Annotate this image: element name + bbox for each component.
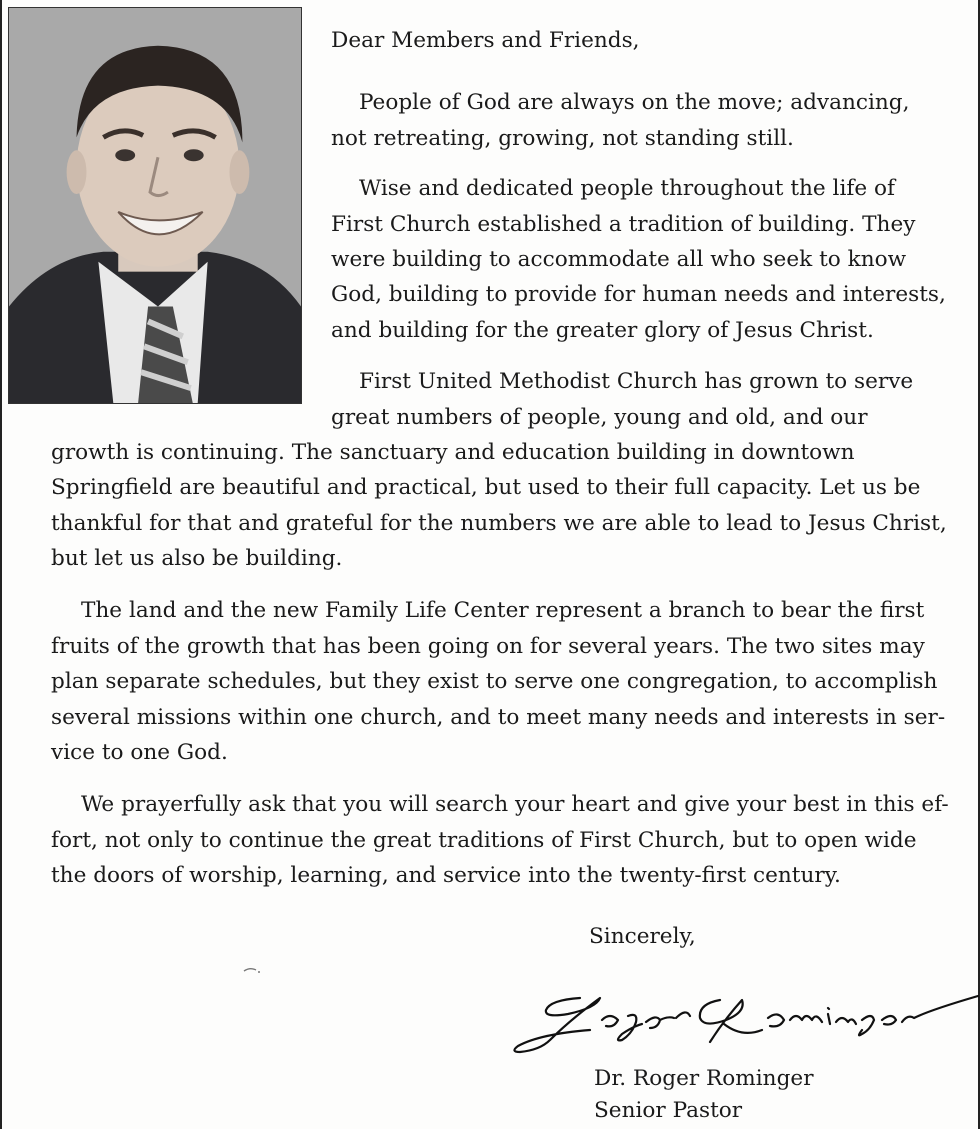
portrait-illustration	[9, 8, 301, 403]
paragraph-2-line-5: and building for the greater glory of Jesus Christ.	[331, 318, 874, 343]
paragraph-3-line-1: First United Methodist Church has grown to serve	[359, 369, 914, 394]
paragraph-5-line-1: We prayerfully ask that you will search your heart and give your best in this ef-	[81, 792, 949, 817]
paragraph-3-line-2: great numbers of people, young and old, and our	[331, 405, 868, 430]
speck-mark	[242, 965, 264, 975]
paragraph-3-line-3: growth is continuing. The sanctuary and education building in downtown	[51, 440, 855, 465]
paragraph-2-line-2: First Church established a tradition of building. They	[331, 212, 916, 237]
paragraph-2-line-3: were building to accommodate all who seek to know	[331, 247, 907, 272]
closing: Sincerely,	[589, 924, 696, 949]
paragraph-4-line-2: fruits of the growth that has been going on for several years. The two sites may	[51, 634, 925, 659]
paragraph-4-line-3: plan separate schedules, but they exist to serve one congregation, to accomplish	[51, 669, 938, 694]
paragraph-3-line-6: but let us also be building.	[51, 546, 343, 571]
paragraph-5-line-2: fort, not only to continue the great traditions of First Church, but to open wide	[51, 828, 917, 853]
paragraph-1-line-1: People of God are always on the move; advancing,	[359, 90, 910, 115]
paragraph-5-line-3: the doors of worship, learning, and service into the twenty-first century.	[51, 863, 841, 888]
paragraph-3-line-4: Springfield are beautiful and practical, but used to their full capacity. Let us be	[51, 475, 921, 500]
signer-name: Dr. Roger Rominger	[594, 1066, 814, 1091]
paper-speck	[242, 960, 264, 970]
handwritten-signature	[510, 990, 980, 1062]
paragraph-2-line-1: Wise and dedicated people throughout the life of	[359, 176, 895, 201]
signature-drawing	[510, 990, 980, 1062]
paragraph-1-line-2: not retreating, growing, not standing still.	[331, 126, 794, 151]
pastor-portrait-photo	[8, 7, 302, 404]
paragraph-3-line-5: thankful for that and grateful for the numbers we are able to lead to Jesus Christ,	[51, 511, 947, 536]
paragraph-4-line-1: The land and the new Family Life Center represent a branch to bear the first	[81, 598, 925, 623]
paragraph-2-line-4: God, building to provide for human needs and interests,	[331, 282, 946, 307]
paragraph-4-line-4: several missions within one church, and to meet many needs and interests in ser-	[51, 705, 946, 730]
salutation: Dear Members and Friends,	[331, 28, 640, 53]
signer-title: Senior Pastor	[594, 1098, 743, 1123]
paragraph-4-line-5: vice to one God.	[51, 740, 228, 765]
